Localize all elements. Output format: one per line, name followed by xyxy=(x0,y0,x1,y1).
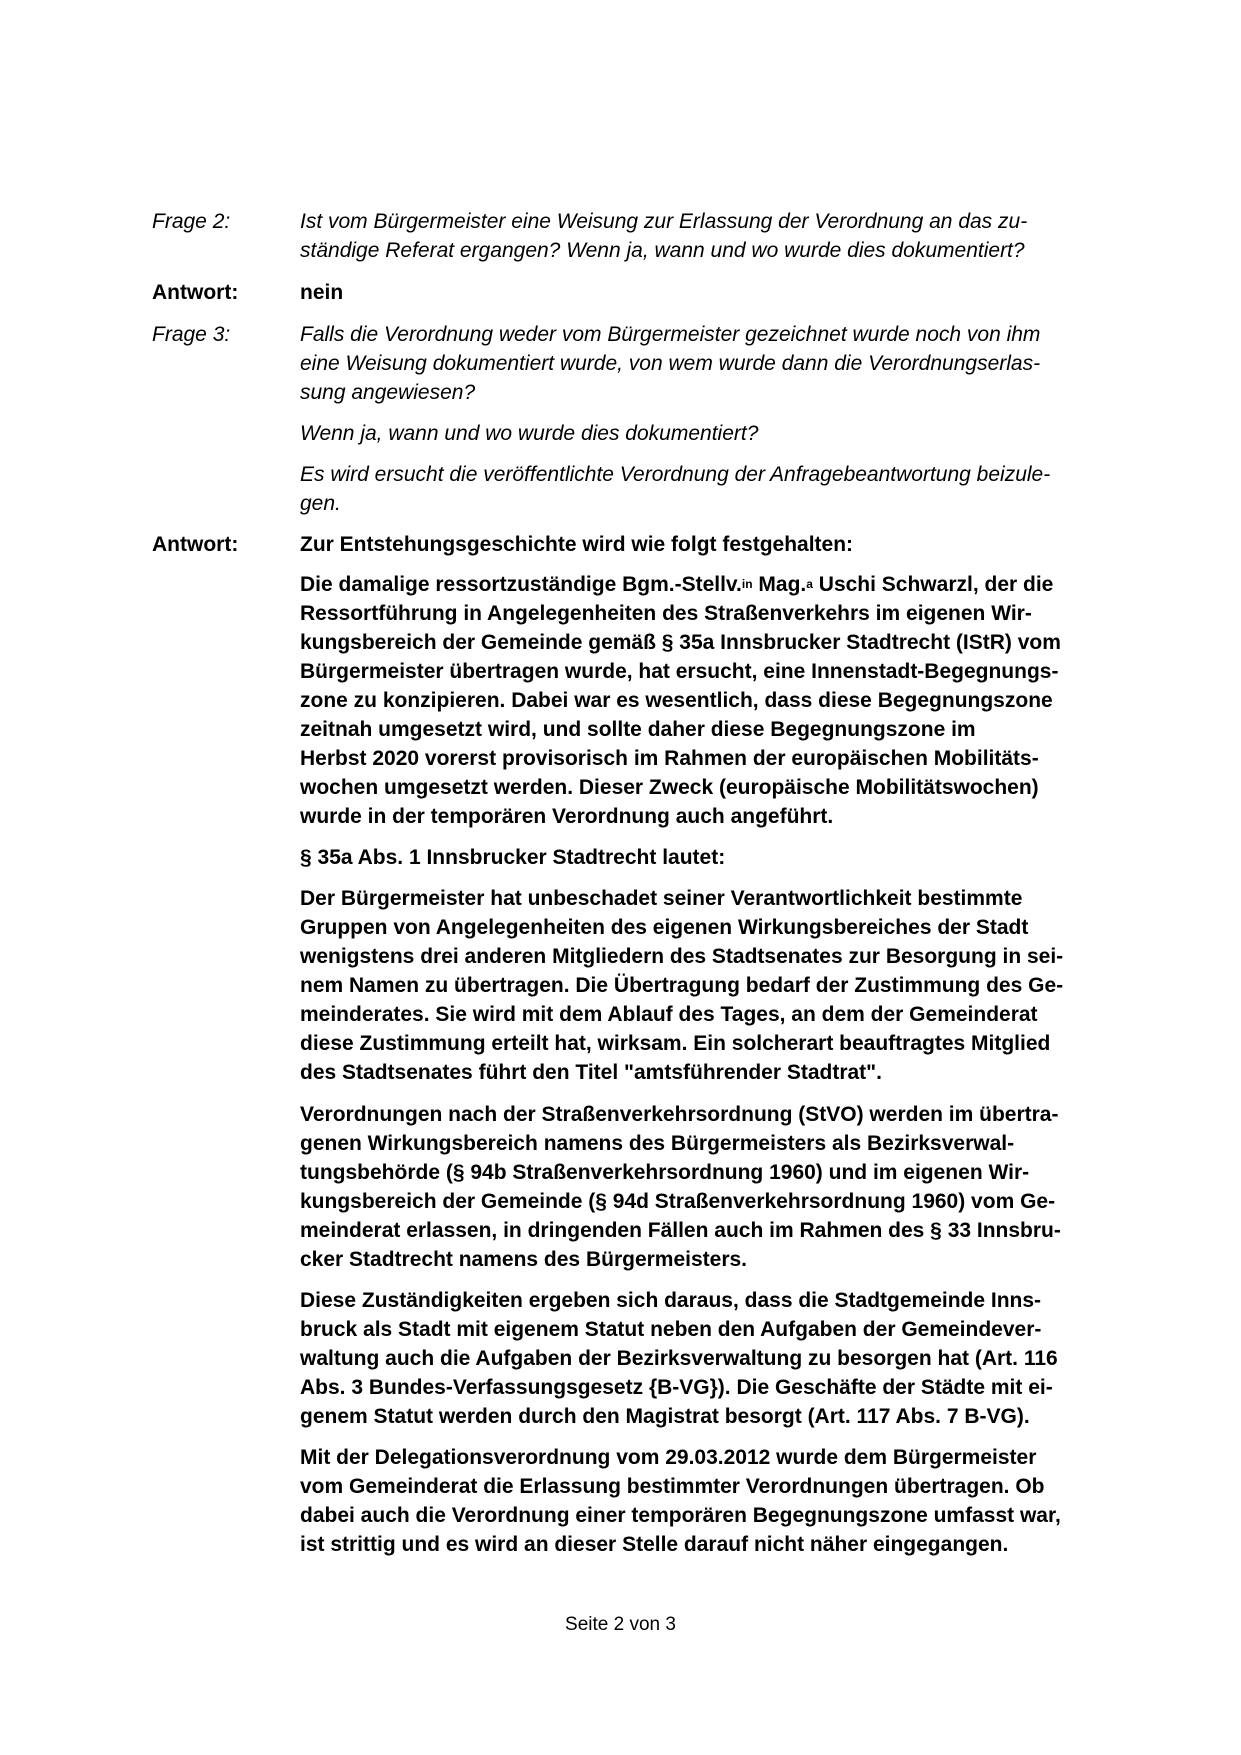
answer-3-intro xyxy=(300,530,1124,559)
text-line: vom Gemeinderat die Erlassung bestimmter Verordnungen übertragen. Ob xyxy=(300,1475,1045,1498)
text-line: ist strittig und es wird an dieser Stelle darauf nicht näher eingegangen. xyxy=(300,1533,1009,1556)
question-3-label: Frage 3: xyxy=(152,323,231,346)
answer-3-paragraph-2 xyxy=(300,843,1124,872)
text-line: tungsbehörde (§ 94b Straßenverkehrsordnung 1960) und im eigenen Wir- xyxy=(300,1161,1030,1184)
text-line: Der Bürgermeister hat unbeschadet seiner Verantwortlichkeit bestimmte xyxy=(300,887,1023,910)
question-2-label: Frage 2: xyxy=(152,210,231,233)
text-line: des Stadtsenates führt den Titel "amtsführender Stadtrat". xyxy=(300,1061,882,1084)
text-line: Verordnungen nach der Straßenverkehrsordnung (StVO) werden im übertra- xyxy=(300,1103,1059,1126)
text-line: nem Namen zu übertragen. Die Übertragung bedarf der Zustimmung des Ge- xyxy=(300,974,1064,997)
text-line: Es wird ersucht die veröffentlichte Verordnung der Anfragebeantwortung beizule- xyxy=(300,463,1051,486)
text-line: gen. xyxy=(300,492,341,515)
superscript: in xyxy=(741,577,753,591)
answer-3-label: Antwort: xyxy=(152,533,239,556)
text-line: Falls die Verordnung weder vom Bürgermeister gezeichnet wurde noch von ihm xyxy=(300,323,1041,346)
answer-3-paragraph-1 xyxy=(300,570,1124,831)
superscript: a xyxy=(806,577,813,591)
question-3-paragraph-3 xyxy=(300,460,1124,518)
text-line: kungsbereich der Gemeinde (§ 94d Straßenverkehrsordnung 1960) vom Ge- xyxy=(300,1190,1056,1213)
text-line: Herbst 2020 vorerst provisorisch im Rahmen der europäischen Mobilitäts- xyxy=(300,747,1039,770)
answer-3-paragraph-3 xyxy=(300,884,1124,1087)
text-segment: Uschi Schwarzl, der die xyxy=(812,573,1054,596)
answer-2-label: Antwort: xyxy=(152,281,239,304)
text-line: Gruppen von Angelegenheiten des eigenen Wirkungsbereiches der Stadt xyxy=(300,916,1029,939)
text-line: genen Wirkungsbereich namens des Bürgermeisters als Bezirksverwal- xyxy=(300,1132,1015,1155)
text-segment: Mag. xyxy=(752,573,807,596)
text-line: wochen umgesetzt werden. Dieser Zweck (europäische Mobilitätswochen) xyxy=(300,776,1039,799)
text-line: waltung auch die Aufgaben der Bezirksverwaltung zu besorgen hat (Art. 116 xyxy=(300,1347,1058,1370)
text-line xyxy=(300,570,1124,599)
page-number: Seite 2 von 3 xyxy=(565,1614,676,1635)
answer-3-paragraph-6 xyxy=(300,1443,1124,1559)
text-line: wurde in der temporären Verordnung auch angeführt. xyxy=(300,805,834,828)
text-line: wenigstens drei anderen Mitgliedern des Stadtsenates zur Besorgung in sei- xyxy=(300,945,1064,968)
answer-3-paragraph-5 xyxy=(300,1286,1124,1431)
answer-3-paragraph-4 xyxy=(300,1100,1124,1274)
question-3-paragraph-1 xyxy=(300,320,1124,407)
text-line: Zur Entstehungsgeschichte wird wie folgt festgehalten: xyxy=(300,533,854,556)
text-line: § 35a Abs. 1 Innsbrucker Stadtrecht lautet: xyxy=(300,846,726,869)
text-line: cker Stadtrecht namens des Bürgermeisters. xyxy=(300,1248,748,1271)
text-line: zeitnah umgesetzt wird, und sollte daher diese Begegnungszone im xyxy=(300,718,976,741)
answer-2-text: nein xyxy=(300,281,344,304)
text-line: Mit der Delegationsverordnung vom 29.03.2012 wurde dem Bürgermeister xyxy=(300,1446,1037,1469)
text-segment: Die damalige ressortzuständige Bgm.-Stellv. xyxy=(300,573,742,596)
text-line: Wenn ja, wann und wo wurde dies dokumentiert? xyxy=(300,422,759,445)
text-line: meinderat erlassen, in dringenden Fällen auch im Rahmen des § 33 Innsbru- xyxy=(300,1219,1061,1242)
text-line: bruck als Stadt mit eigenem Statut neben den Aufgaben der Gemeindever- xyxy=(300,1318,1042,1341)
text-line: genem Statut werden durch den Magistrat besorgt (Art. 117 Abs. 7 B-VG). xyxy=(300,1405,1030,1428)
text-line: zone zu konzipieren. Dabei war es wesentlich, dass diese Begegnungszone xyxy=(300,689,1053,712)
text-line: sung angewiesen? xyxy=(300,381,476,404)
text-line: dabei auch die Verordnung einer temporären Begegnungszone umfasst war, xyxy=(300,1504,1061,1527)
text-line: Diese Zuständigkeiten ergeben sich daraus, dass die Stadtgemeinde Inns- xyxy=(300,1289,1042,1312)
question-3-paragraph-2 xyxy=(300,419,1124,448)
text-line: Ressortführung in Angelegenheiten des Straßenverkehrs im eigenen Wir- xyxy=(300,602,1032,625)
text-line: ständige Referat ergangen? Wenn ja, wann und wo wurde dies dokumentiert? xyxy=(300,239,1025,262)
text-line: meinderates. Sie wird mit dem Ablauf des Tages, an dem der Gemeinderat xyxy=(300,1003,1038,1026)
text-line: Bürgermeister übertragen wurde, hat ersucht, eine Innenstadt-Begegnungs- xyxy=(300,660,1059,683)
text-line: eine Weisung dokumentiert wurde, von wem wurde dann die Verordnungserlas- xyxy=(300,352,1041,375)
question-2-text xyxy=(300,207,1124,265)
text-line: diese Zustimmung erteilt hat, wirksam. Ein solcherart beauftragtes Mitglied xyxy=(300,1032,1051,1055)
text-line: Ist vom Bürgermeister eine Weisung zur Erlassung der Verordnung an das zu- xyxy=(300,210,1028,233)
text-line: kungsbereich der Gemeinde gemäß § 35a Innsbrucker Stadtrecht (IStR) vom xyxy=(300,631,1061,654)
text-line: Abs. 3 Bundes-Verfassungsgesetz {B-VG}). Die Geschäfte der Städte mit ei- xyxy=(300,1376,1053,1399)
